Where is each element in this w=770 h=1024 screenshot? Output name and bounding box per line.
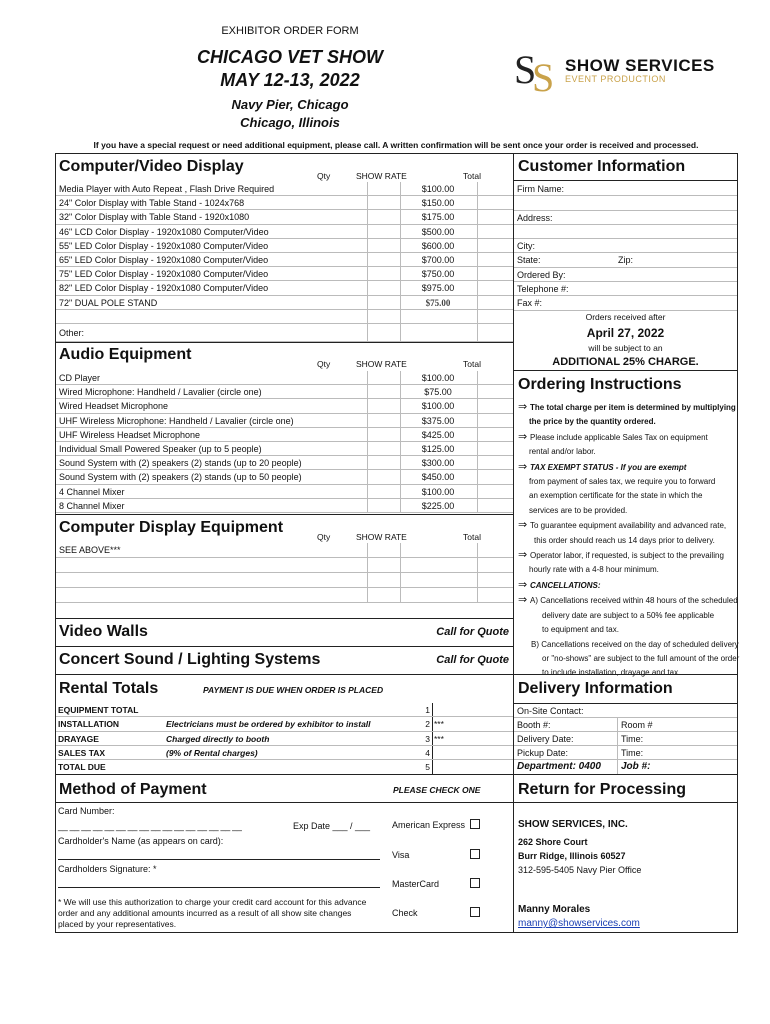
arrow-right-icon: ⇒ [518,401,528,413]
arrow-right-icon: ⇒ [518,519,528,532]
total-cell[interactable] [477,253,479,266]
total-header: Total [463,359,481,369]
item-name: Wired Headset Microphone [59,401,169,412]
instruction-line [514,430,737,445]
total-cell[interactable] [477,371,479,384]
item-name: UHF Wireless Microphone: Handheld / Lavalier (circle one) [59,415,294,426]
instruction-text: from payment of sales tax, we require you to forward [529,477,716,487]
deadline-post: will be subject to an [588,343,663,353]
video-walls-quote: Call for Quote [436,626,509,638]
total-number: 3 [425,733,430,744]
item-name: Media Player with Auto Repeat , Flash Drive Required [59,184,275,194]
mastercard-checkbox[interactable] [470,878,480,888]
booth-label: Booth #: [517,720,551,730]
item-name: 8 Channel Mixer [59,500,125,511]
venue-line1: Navy Pier, Chicago [231,97,349,112]
audio-section [56,342,513,511]
table-row [56,732,513,746]
table-row [56,703,513,717]
show-dates: MAY 12-13, 2022 [220,70,360,90]
item-price: $100.00 [421,184,455,194]
qty-cell[interactable] [367,470,369,483]
customer-field-row[interactable] [514,268,737,282]
rate-header: SHOW RATE [356,359,407,369]
delivery-title: Delivery Information [518,680,673,697]
table-row [56,456,513,470]
cardholder-name-label: Cardholder's Name (as appears on card): [58,836,224,846]
total-cell[interactable] [477,385,479,398]
item-price: $750.00 [421,269,455,280]
total-cell[interactable] [477,267,479,280]
item-price: $375.00 [421,415,455,426]
item-price: $225.00 [421,500,455,511]
item-price: $75.00 [424,387,452,398]
item-price: $700.00 [421,254,455,265]
total-cell[interactable] [477,239,479,252]
table-row [56,543,513,558]
instruction-text: To guarantee equipment availability and advanced rate, [530,521,727,531]
instruction-text: CANCELLATIONS: [530,580,601,590]
concert-section [56,646,513,675]
instruction-line [514,563,737,577]
computer-video-title: Computer/Video Display [59,158,244,175]
return-city: Burr Ridge, Illinois 60527 [518,851,626,861]
form-label: EXHIBITOR ORDER FORM [221,25,359,37]
item-price: $175.00 [421,212,455,223]
total-cell[interactable] [477,281,479,294]
customer-field-label: Firm Name: [517,184,564,194]
instruction-text: this order should reach us 14 days prior to delivery. [534,535,715,545]
instruction-text: delivery date are subject to a 50% fee applicable [542,610,715,620]
payment-title: Method of Payment [59,781,207,798]
instruction-line [514,623,737,637]
visa-label: Visa [392,850,410,860]
customer-field-row[interactable] [514,253,737,267]
table-row [56,253,513,267]
amex-label: American Express [392,820,466,830]
svg-text:S: S [514,47,537,92]
item-price: $125.00 [421,443,455,454]
qty-cell[interactable] [367,456,369,469]
audio-rows [56,371,513,513]
qty-cell[interactable] [367,210,369,223]
item-name: 65" LED Color Display - 1920x1080 Computer/Video [59,254,269,265]
ordering-title: Ordering Instructions [518,376,682,393]
instruction-line [514,518,737,533]
customer-field-row[interactable] [514,196,737,210]
item-name: Wired Microphone: Handheld / Lavalier (circle one) [59,387,262,398]
total-cell[interactable] [477,456,479,469]
item-price: $100.00 [421,401,455,412]
delivery-time-label: Time: [621,734,644,744]
onsite-contact-label: On-Site Contact: [517,706,584,716]
video-walls-title: Video Walls [59,623,148,640]
pickup-date-row[interactable] [514,746,737,760]
table-row [56,239,513,253]
return-email-link[interactable]: manny@showservices.com [518,918,640,929]
instruction-line [514,445,737,459]
item-name: 46" LCD Color Display - 1920x1080 Computer/Video [59,226,269,237]
qty-cell[interactable] [367,310,369,323]
total-number: 1 [425,705,430,715]
item-name: 55" LED Color Display - 1920x1080 Computer/Video [59,240,269,251]
table-row [56,196,513,210]
computer-display-grid [56,543,513,619]
item-price: $100.00 [421,486,455,497]
instruction-line [514,578,737,593]
rental-totals-section [56,674,513,775]
customer-field-label: Fax #: [517,298,543,309]
instruction-text: an exemption certificate for the state in which the [529,491,703,501]
table-row [56,385,513,399]
table-row [56,746,513,760]
qty-cell[interactable] [367,182,369,195]
instruction-line [514,475,737,489]
total-cell[interactable] [477,399,479,412]
total-cell[interactable] [477,414,479,427]
item-name: UHF Wireless Headset Microphone [59,429,201,440]
table-row [56,210,513,224]
total-extra: *** [434,733,444,744]
show-title: CHICAGO VET SHOW [196,47,383,67]
visa-checkbox[interactable] [470,849,480,859]
cardholder-signature-label: Cardholders Signature: * [58,864,157,874]
total-amount-cell[interactable] [432,717,433,730]
item-name: 75" LED Color Display - 1920x1080 Computer/Video [59,269,269,280]
table-row [56,442,513,456]
qty-cell[interactable] [367,428,369,441]
table-row [56,182,513,196]
customer-field-row[interactable] [514,182,737,196]
qty-cell[interactable] [367,225,369,238]
room-label: Room # [621,720,653,730]
table-row [56,281,513,295]
total-cell[interactable] [477,210,479,223]
qty-header: Qty [317,359,331,369]
customer-field-row[interactable] [514,211,737,225]
total-number: 2 [425,719,430,730]
customer-field-label: Telephone #: [517,284,569,295]
table-row [56,267,513,281]
table-row [56,588,513,603]
total-cell[interactable] [477,196,479,209]
qty-cell[interactable] [367,385,369,398]
total-header: Total [463,532,481,542]
qty-cell[interactable] [367,324,369,341]
job-label: Job #: [621,761,651,772]
total-cell[interactable] [477,310,479,323]
qty-cell[interactable] [367,485,369,498]
item-name: 4 Channel Mixer [59,486,125,497]
total-amount-cell[interactable] [432,703,433,716]
total-label: SALES TAX [58,747,106,758]
item-price: $450.00 [421,472,455,483]
item-price: $600.00 [421,240,455,251]
item-price: $975.00 [421,283,455,294]
rental-totals-title: Rental Totals [59,680,159,697]
total-cell[interactable] [477,485,479,498]
item-price: $300.00 [421,458,455,469]
instruction-line [514,400,737,415]
customer-field-row[interactable] [514,282,737,296]
delivery-date-row[interactable] [514,732,737,746]
item-name: 24" Color Display with Table Stand - 1024x768 [59,198,245,209]
total-label: EQUIPMENT TOTAL [58,705,139,715]
instruction-line [514,609,737,623]
rate-header: SHOW RATE [356,171,407,181]
qty-cell[interactable] [367,499,369,512]
instruction-line [514,489,737,503]
logo-subtitle: EVENT PRODUCTION [565,74,666,84]
qty-header: Qty [317,171,331,181]
table-row [56,324,513,342]
instruction-text: services are to be provided. [529,505,628,515]
table-row [56,371,513,385]
concert-quote: Call for Quote [436,654,509,666]
deadline-pre: Orders received after [585,312,666,322]
authorization-note: * We will use this authorization to charge your credit card account for this advance order and any additional amounts incurred as a result of all show site changes placed by your representatives. [58,897,367,929]
onsite-contact-row[interactable] [514,704,737,718]
qty-cell[interactable] [367,253,369,266]
payment-due-note: PAYMENT IS DUE WHEN ORDER IS PLACED [203,685,384,695]
delivery-date-label: Delivery Date: [517,734,574,744]
customer-field-label: Ordered By: [517,269,566,280]
table-row [56,225,513,239]
pickup-time-label: Time: [621,748,644,758]
customer-field-label: City: [517,241,535,252]
table-row [56,428,513,442]
table-row [56,760,513,774]
instruction-text: Please include applicable Sales Tax on equipment [530,432,708,442]
return-contact: Manny Morales [518,904,591,915]
show-services-logo-icon [512,47,562,95]
table-row [56,717,513,731]
ordering-section [514,370,740,678]
return-street: 262 Shore Court [518,837,588,847]
customer-title: Customer Information [518,158,686,175]
total-note: (9% of Rental charges) [166,747,258,758]
item-name: Sound System with (2) speakers (2) stands (up to 20 people) [59,458,302,469]
table-row [56,310,513,324]
total-amount-cell[interactable] [432,760,433,774]
svg-text:S: S [532,55,555,95]
check-one-note: PLEASE CHECK ONE [393,785,481,795]
qty-cell[interactable] [367,196,369,209]
computer-video-rows [56,182,513,342]
audio-title: Audio Equipment [59,346,192,363]
total-label: DRAYAGE [58,733,99,744]
total-cell[interactable] [477,182,479,195]
instruction-text: A) Cancellations received within 48 hours of the scheduled [530,596,738,606]
qty-cell[interactable] [367,267,369,280]
instruction-text: to include installation, drayage and tax. [542,668,681,678]
customer-field-label: Address: [517,212,553,223]
qty-cell[interactable] [367,296,369,309]
item-name: 82" LED Color Display - 1920x1080 Computer/Video [59,283,269,294]
instruction-line [514,638,737,652]
table-row [56,558,513,573]
instruction-text: The total charge per item is determined by multiplying [530,403,736,412]
customer-field-row[interactable] [514,296,737,310]
item-name: 72" DUAL POLE STAND [59,297,158,308]
instruction-line [514,534,737,548]
total-amount-cell[interactable] [432,732,433,745]
deadline-charge: ADDITIONAL 25% CHARGE. [552,356,699,368]
cardholder-name-field[interactable] [58,859,380,860]
qty-cell[interactable] [367,399,369,412]
arrow-right-icon: ⇒ [518,430,528,443]
department-row [514,760,737,774]
instruction-text: TAX EXEMPT STATUS - If you are exempt [530,462,687,472]
return-phone: 312-595-5405 Navy Pier Office [518,865,642,875]
rental-totals-rows [56,703,513,774]
venue-line2: Chicago, Illinois [240,115,340,130]
instruction-line [514,593,737,608]
total-cell[interactable] [477,499,479,512]
table-row [56,573,513,588]
item-name: Sound System with (2) speakers (2) stands (up to 50 people) [59,472,302,483]
item-name: 32" Color Display with Table Stand - 1920x1080 [59,212,250,223]
qty-header: Qty [317,532,331,542]
department-label: Department: 0400 [517,761,601,772]
return-company: SHOW SERVICES, INC. [518,819,628,830]
total-note: Electricians must be ordered by exhibitor to install [166,719,371,730]
total-cell[interactable] [477,442,479,455]
table-row [56,485,513,499]
zip-label: Zip: [618,255,634,266]
instruction-text: B) Cancellations received on the day of scheduled delivery [531,639,739,649]
card-number-label: Card Number: [58,806,115,816]
customer-fields [514,182,737,311]
item-price: $100.00 [421,373,455,383]
instruction-text: Operator labor, if requested, is subject to the prevailing [530,551,724,561]
check-checkbox[interactable] [470,907,480,917]
concert-title: Concert Sound / Lighting Systems [59,651,321,668]
booth-row[interactable] [514,718,737,732]
computer-display-section [56,514,513,619]
item-price: $75.00 [425,297,451,308]
instruction-line [514,504,737,518]
qty-cell[interactable] [367,281,369,294]
table-row [56,414,513,428]
instruction-line [514,548,737,563]
item-name: Individual Small Powered Speaker (up to 5 people) [59,443,262,454]
total-header: Total [463,171,481,181]
instruction-text: hourly rate with a 4-8 hour minimum. [529,565,659,575]
instruction-line [514,652,740,666]
customer-field-row[interactable] [514,239,737,253]
table-row [56,399,513,413]
exp-date-field[interactable]: Exp Date ___ / ___ [293,821,371,831]
arrow-right-icon: ⇒ [518,549,528,562]
instruction-text: rental and/or labor. [529,447,596,457]
mastercard-label: MasterCard [392,879,440,889]
payment-section [56,774,513,933]
return-title: Return for Processing [518,781,687,798]
item-name: CD Player [59,373,101,383]
arrow-right-icon: ⇒ [518,594,528,607]
instruction-line [514,460,737,475]
logo-name: SHOW SERVICES [565,56,715,75]
rate-header: SHOW RATE [356,532,407,542]
total-cell[interactable] [477,296,479,309]
total-cell[interactable] [477,470,479,483]
deadline-date: April 27, 2022 [586,326,665,340]
total-extra: *** [434,719,444,730]
item-price: $500.00 [421,226,455,237]
total-label: INSTALLATION [58,719,120,730]
table-row [56,499,513,513]
instruction-text: or "no-shows" are subject to the full amount of the order [542,653,740,663]
special-request-notice: If you have a special request or need additional equipment, please call. A written confirmation will be sent once your order is received and processed. [93,140,699,150]
qty-cell[interactable] [367,239,369,252]
total-cell[interactable] [477,324,479,341]
ordering-lines [514,400,740,681]
total-amount-cell[interactable] [432,746,433,759]
item-price: $425.00 [421,429,455,440]
table-row [56,296,513,310]
pickup-date-label: Pickup Date: [517,748,569,758]
video-walls-section [56,618,513,647]
item-name: Other: [59,327,85,338]
total-number: 5 [425,762,430,773]
qty-cell[interactable] [367,442,369,455]
delivery-section [514,674,737,775]
instruction-text: to equipment and tax. [542,625,619,635]
check-label: Check [392,908,418,918]
total-cell[interactable] [477,225,479,238]
total-note: Charged directly to booth [166,733,270,744]
card-number-field[interactable]: __ __ __ __ __ __ __ __ __ __ __ __ __ __ __ __ [58,821,242,831]
arrow-right-icon: ⇒ [518,578,528,591]
see-above-note: SEE ABOVE*** [59,545,121,555]
item-price: $150.00 [421,198,455,209]
table-row [56,470,513,484]
total-label: TOTAL DUE [58,762,106,773]
amex-checkbox[interactable] [470,819,480,829]
total-cell[interactable] [477,428,479,441]
instruction-line [514,415,737,429]
customer-field-label: State: [517,255,541,266]
qty-cell[interactable] [367,414,369,427]
computer-display-title: Computer Display Equipment [59,519,284,536]
cardholder-signature-field[interactable] [58,887,380,888]
return-section [514,774,737,933]
arrow-right-icon: ⇒ [518,460,528,473]
total-number: 4 [425,747,430,758]
customer-field-row[interactable] [514,225,737,239]
qty-cell[interactable] [367,371,369,384]
instruction-text: the price by the quantity ordered. [529,417,656,427]
